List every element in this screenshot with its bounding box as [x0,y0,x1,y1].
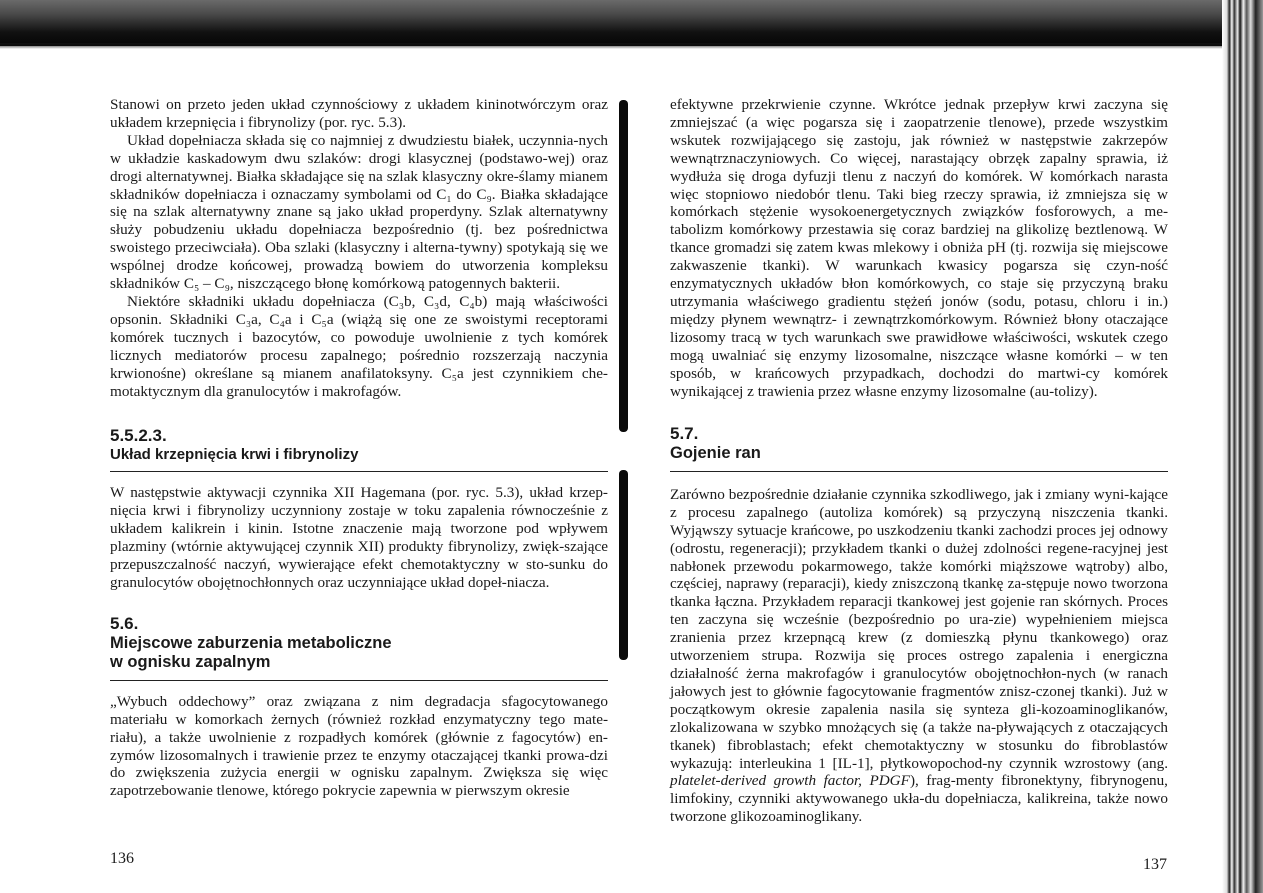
section-title-line: w ognisku zapalnym [110,653,271,672]
section-number: 5.5.2.3. [110,426,167,446]
section-title-line: Miejscowe zaburzenia metaboliczne [110,633,392,652]
scan-binding-edge [1222,0,1263,893]
section-number: 5.7. [670,424,699,444]
text-run: Zarówno bezpośrednie działanie czynnika szkodliwego, jak i zmiany wyni-kające z procesu zapalnego (autoliza komórek) są przyczyną niszczenia tkanki. Wyjąwszy sytuacje krańcowe, po uszkodzeniu tkanki zachodzi proces jej odnowy (odrostu, regeneracji); przykładem tkanki o dużej zdolności regene-racyjnej jest nabłonek przewodu pokarmowego, także komórki miąższowe wątroby) albo, częściej, naprawy (reparacji), kiedy zniszczoną tkankę za-stępuje nowo tworzona tkanka łączna. Przykładem reparacji tkankowej jest gojenie ran skórnych. Proces ten zaczyna się wcześnie (bezpośrednio po ura-zie) wypełnieniem miejsca zranienia przez krzepnącą krew (z domieszką płynu tkankowego) oraz utworzeniem strupa. Rozwija się proces ostrego zapalenia i energiczna działalność żerna makrofagów i granulocytów obojętnochłon-nych (w ranach jałowych jest to głównie fagocytowanie fragmentów znisz-czonej tkanki). Już w początkowym okresie zapalenia nasila się synteza gli-kozoaminoglikanów, zlokalizowana w szybko mnożących się (a także na-pływających z otaczających tkanek) fibroblastach; efekt chemotaktyczny w stosunku do fibroblastów wykazują: interleukina 1 [IL-1], płytkowopochod-ny czynnik wzrostowy (ang. [670,485,1168,772]
text-run: ), frag-menty fibronektyny, fibrynogenu, limfokiny, czynniki aktywowanego ukła-du dopełniacza, kalikreina, także nowo tworzone glikozoaminoglikany. [670,772,1168,826]
paragraph: efektywne przekrwienie czynne. Wkrótce jednak przepływ krwi zaczyna się zmniejszać (a więc pogarsza się i zaopatrzenie tlenowe), przede wszystkim wskutek rozwijającego się zastoju, jak również w następstwie zakrzepów wewnątrznaczyniowych. Co więcej, narastający obrzęk zapalny sprawia, iż wydłuża się droga dyfuzji tlenu z naczyń do komórek. W komórkach narasta więc stopniowo niedobór tlenu. Taki bieg rzeczy sprawia, iż zmniejsza się w komórkach stężenie wysokoenergetycznych związków fosforowych, a me-tabolizm komórkowy przestawia się coraz bardziej na glikolizę beztlenową. W tkance gromadzi się zatem kwas mlekowy i obniża pH (tj. rozwija się miejscowe zakwaszenie tkanki). W warunkach kwasicy pogarsza się czyn-ność enzymatycznych układów błon komórkowych, co staje się przyczyną braku utrzymania właściwego gradientu stężeń jonów (sodu, potasu, chloru i in.) między płynem wewnątrz- i zewnątrzkomórkowym. Również błony otaczające lizosomy tracą w tych warunkach swe prawidłowe właściwości, wskutek czego mogą uwalniać się enzymy lizosomalne, niszczące własne komórki – w ten sposób, w krańcowych przypadkach, dochodzi do martwi-cy komórek wynikającej z trawienia przez własne enzymy lizosomalne (au-tolizy). [670,96,1168,400]
paragraph: Układ dopełniacza składa się co najmniej z dwudziestu białek, uczynnia-nych w układzie kaskadowym dwu szlaków: drogi klasycznej (podstawo-wej) oraz drogi alternatywnej. Białka składające się na szlak klasyczny okre-ślamy mianem składników dopełniacza i oznaczamy symbolami od C₁ do C₉. Białka składające się na szlak alternatywny znane są jako układ properdyny. Szlak alternatywny służy pobudzeniu układu dopełniacza bezpośrednio (tj. bez pośrednictwa swoistego przeciwciała). Oba szlaki (klasyczny i alterna-tywny) spotykają się we wspólnej drodze końcowej, prowadzą bowiem do utworzenia kompleksu składników C₅ – C₉, niszczącego błonę komórkową patogennych bakterii. [110,131,608,293]
spine-shadow-lower [619,470,628,660]
spine-shadow-upper [619,100,628,432]
section-text: „Wybuch oddechowy” oraz związana z nim degradacja sfagocytowanego materiału w komorkach żernych (również rozkład enzymatyczny tego mate-riału), a także uwolnienie z rozpadłych komórek (głównie z fagocytów) en-zymów lizosomalnych i trawienie przez te enzymy otaczającej tkanki prowa-dzi do zwiększenia zużycia energii w ognisku zapalnym. Zwiększa się więc zapotrzebowanie tlenowe, którego pokrycie zapewnia w pierwszym okresie [110,692,608,800]
section-text [670,486,1168,826]
paragraph: Stanowi on przeto jeden układ czynnościowy z układem kininotwórczym oraz układem krzepnięcia i fibrynolizy (por. ryc. 5.3). [110,96,608,131]
left-page [110,96,608,800]
section-number: 5.6. [110,613,139,633]
scan-dark-top-band [0,0,1263,46]
paragraph: Niektóre składniki układu dopełniacza (C₃b, C₃d, C₄b) mają właściwości opsonin. Składniki C₃a, C₄a i C₅a (wiążą się one ze swoistymi receptorami komórek tucznych i bazocytów, co powoduje uwolnienie z tych komórek licznych mediatorów procesu zapalnego; pośrednio rozszerzają naczynia krwionośne) określane są mianem anafilatoksyny. C₅a jest czynnikiem che-motaktycznym dla granulocytów i makrofagów. [110,292,608,400]
text-run-italic: platelet-derived growth factor, PDGF [670,772,910,790]
right-page [670,96,1168,826]
section-text: W następstwie aktywacji czynnika XII Hagemana (por. ryc. 5.3), układ krzep-nięcia krwi i fibrynolizy uczynniony zostaje w toku zapalenia równocześnie z układem kalikrein i kinin. Istotne znaczenie mają tworzone pod wpływem plazminy (wtórnie aktywującej czynnik XII) produkty fibrynolizy, zwięk-szające przepuszczalność naczyń, wywierające efekt chemotaktyczny w sto-sunku do granulocytów obojętnochłonnych oraz uczynniające układ dopeł-niacza. [110,484,608,591]
page-number-right: 137 [1143,856,1167,873]
section-title: Układ krzepnięcia krwi i fibrynolizy [110,446,359,464]
page-number-left: 136 [110,850,134,867]
section-title: Gojenie ran [670,444,761,463]
